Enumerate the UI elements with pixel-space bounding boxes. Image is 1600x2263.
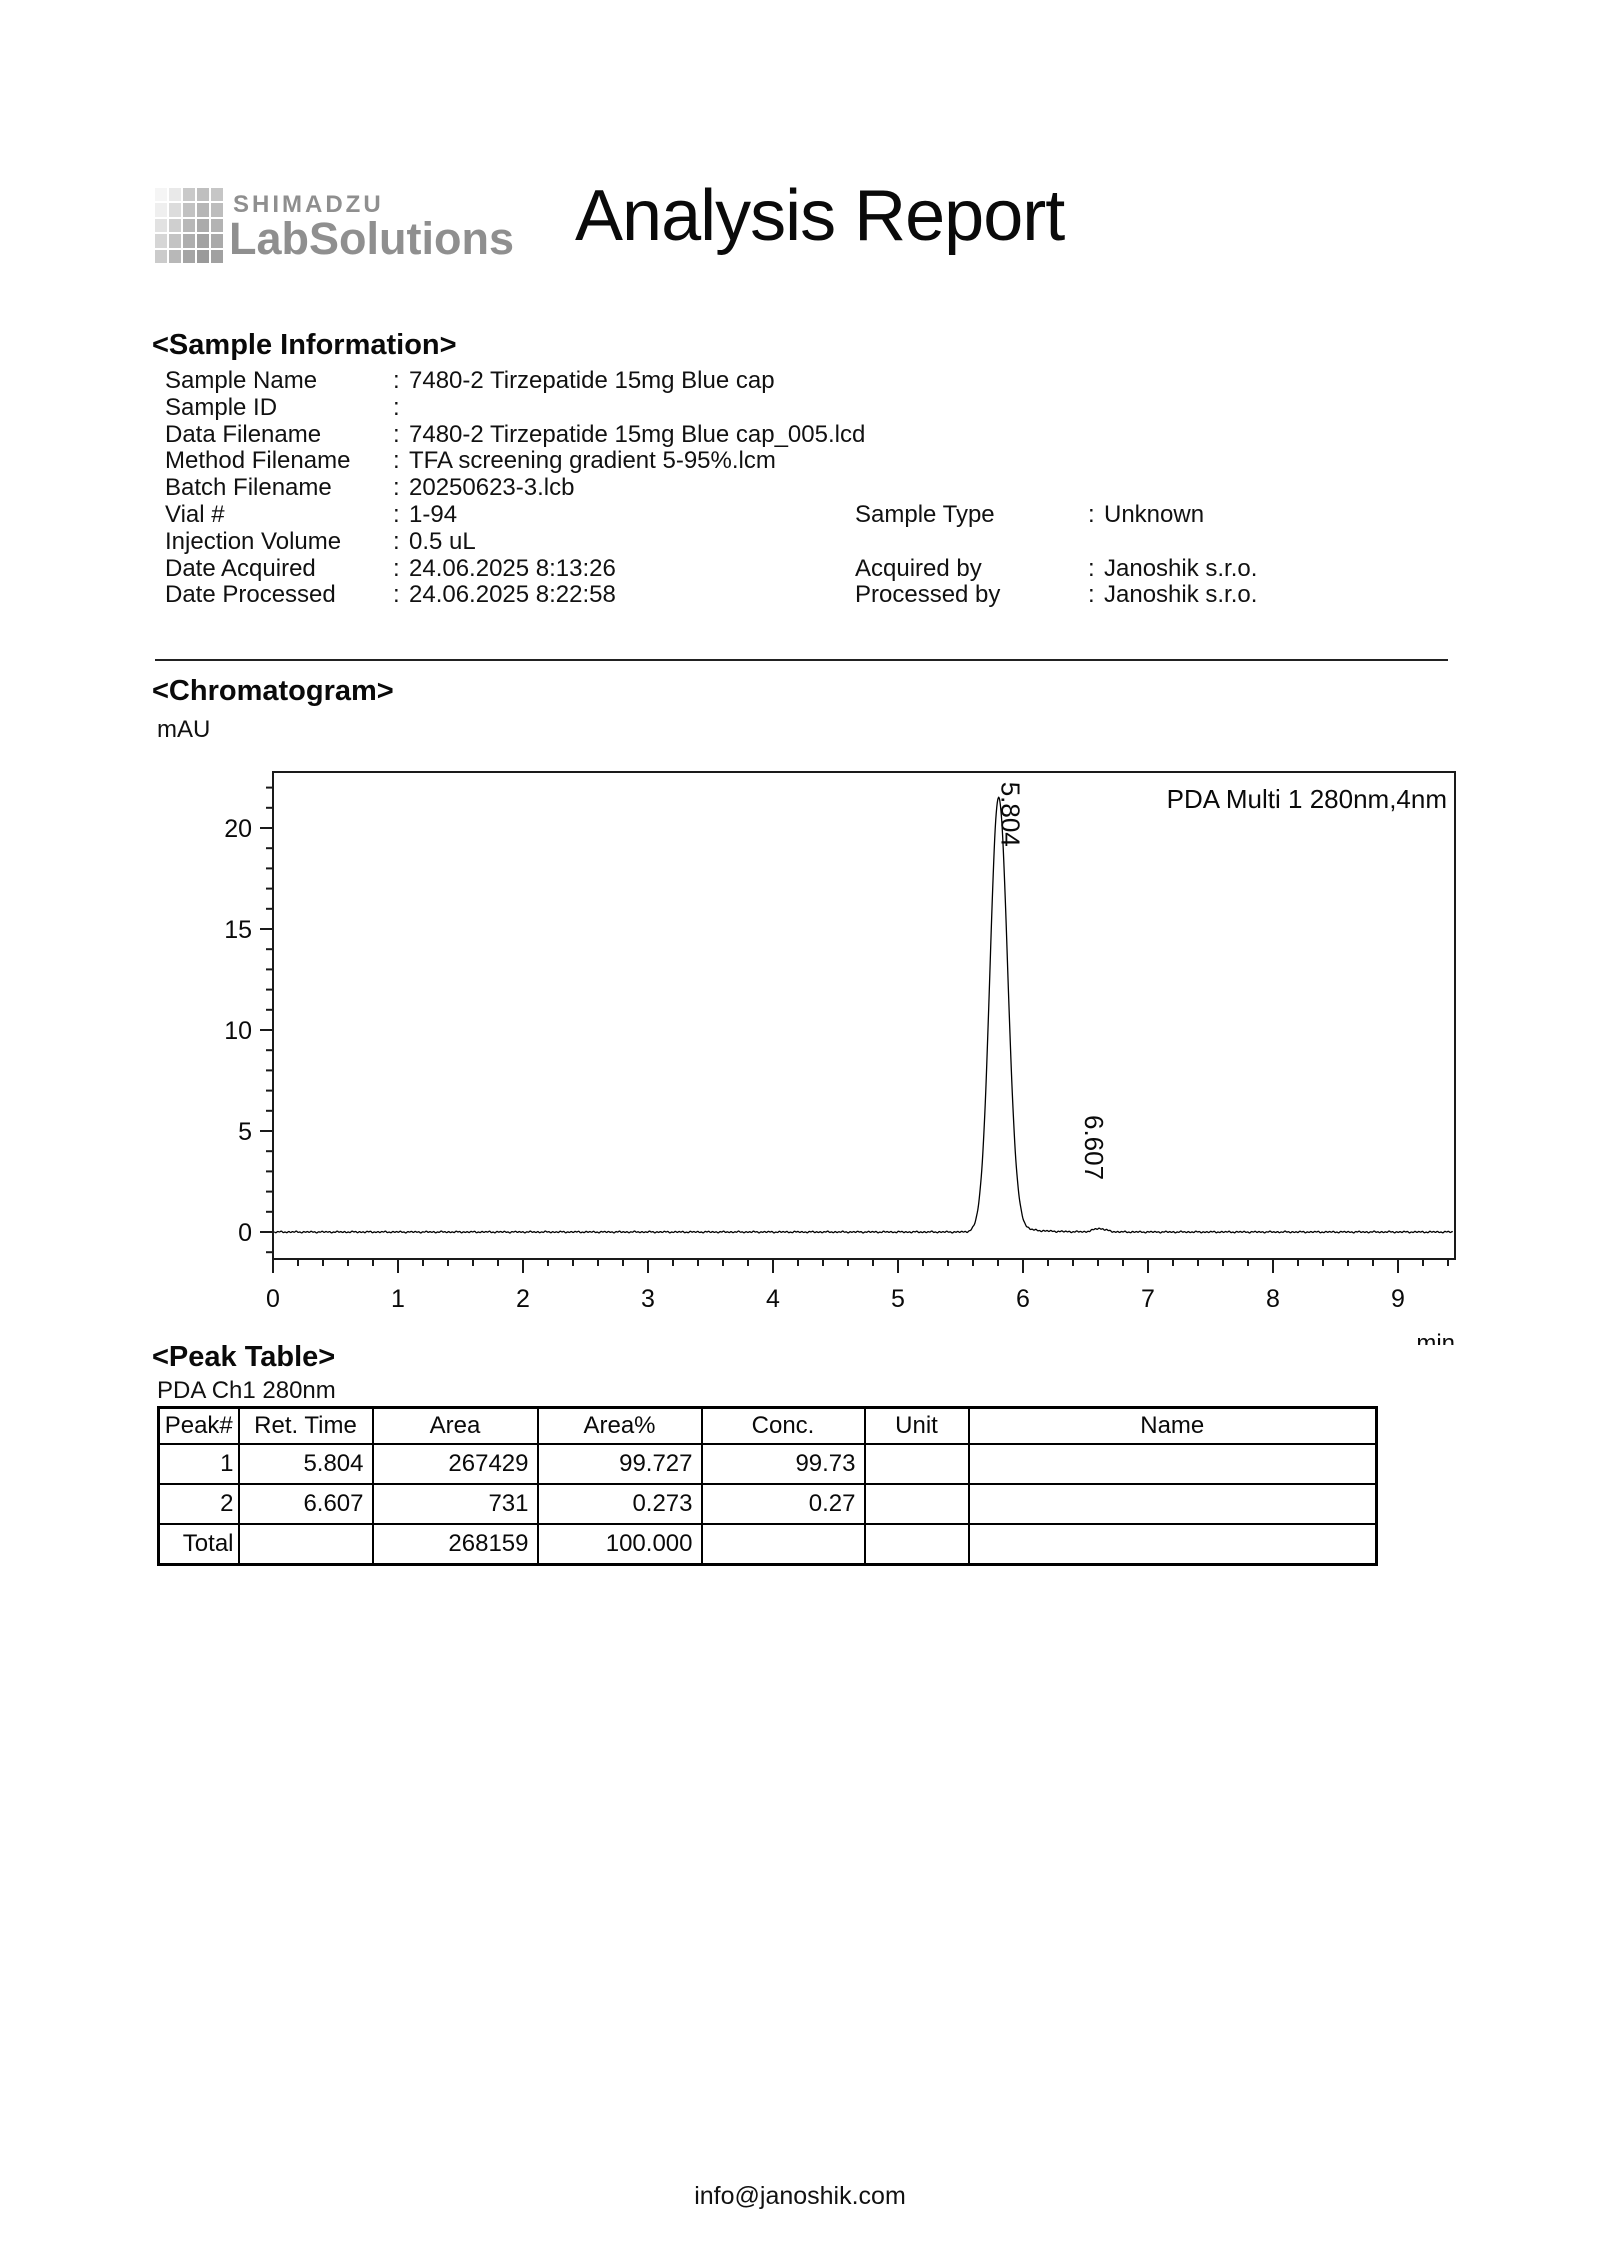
field-colon: : <box>393 447 400 475</box>
y-axis-tick-label: 5 <box>238 1118 252 1146</box>
field-colon: : <box>393 554 400 582</box>
field-label: Sample Name <box>165 367 318 394</box>
field-label: Batch Filename <box>165 474 332 502</box>
peak-table-cell <box>969 1444 1377 1484</box>
logo-tile <box>211 219 223 232</box>
logo-tile <box>155 203 167 216</box>
peak-table <box>157 1406 1378 1566</box>
logo-tile <box>211 188 223 201</box>
x-axis-tick-label: 2 <box>516 1285 530 1313</box>
logo-tile <box>155 219 167 232</box>
logo-tile <box>155 234 167 247</box>
sample-info-row <box>165 502 1495 529</box>
field-label: Processed by <box>855 581 1001 609</box>
field-label: Vial # <box>165 500 225 528</box>
x-axis-tick-label: 7 <box>1141 1285 1155 1313</box>
logo-tile <box>155 188 167 201</box>
logo-tile <box>169 219 181 232</box>
field-value: 24.06.2025 8:13:26 <box>409 554 616 582</box>
peak-table-cell <box>239 1524 373 1565</box>
peak-table-header-cell: Name <box>969 1408 1377 1445</box>
field-label: Date Acquired <box>165 554 316 582</box>
field-colon: : <box>393 367 400 394</box>
sample-information-heading: <Sample Information> <box>152 329 457 361</box>
sample-info-row <box>855 556 1257 583</box>
y-axis-unit-label: mAU <box>157 716 211 743</box>
sample-info-row <box>165 395 1495 422</box>
y-axis-tick-label: 0 <box>238 1219 252 1247</box>
field-colon: : <box>1088 581 1095 609</box>
logo-tile <box>211 250 223 263</box>
field-value: Janoshik s.r.o. <box>1104 554 1258 582</box>
field-value: 1-94 <box>409 500 458 528</box>
field-colon: : <box>393 500 400 528</box>
sample-info-row <box>165 422 1495 449</box>
peak-table-cell <box>702 1524 865 1565</box>
peak-table-row <box>159 1524 1377 1565</box>
peak-table-header-cell: Area <box>373 1408 538 1445</box>
brand-shimadzu: SHIMADZU <box>233 191 384 218</box>
logo-tile <box>183 234 195 247</box>
peak-table-header-cell: Area% <box>538 1408 702 1445</box>
shimadzu-labsolutions-logo-icon <box>155 188 223 263</box>
field-colon: : <box>1088 501 1095 528</box>
y-axis-tick-label: 10 <box>224 1017 252 1045</box>
logo-tile <box>183 219 195 232</box>
logo-tile <box>183 250 195 263</box>
logo-tile <box>169 250 181 263</box>
field-colon: : <box>1088 554 1095 582</box>
field-value: 0.5 uL <box>409 527 476 555</box>
field-label: Acquired by <box>855 554 982 582</box>
y-axis-tick-label: 15 <box>224 916 252 944</box>
sample-info-row <box>165 368 1495 395</box>
sample-info-row <box>165 475 1495 502</box>
peak-table-cell <box>865 1484 969 1524</box>
field-value: Unknown <box>1104 501 1205 528</box>
logo-tile <box>169 203 181 216</box>
peak-table-channel-label: PDA Ch1 280nm <box>157 1377 336 1404</box>
field-label: Data Filename <box>165 420 322 448</box>
peak-table-cell <box>865 1524 969 1565</box>
logo-tile <box>211 234 223 247</box>
field-value: 24.06.2025 8:22:58 <box>409 581 616 609</box>
peak-table-cell: 731 <box>373 1484 538 1524</box>
x-axis-tick-label: 9 <box>1391 1285 1405 1313</box>
peak-table-header-cell: Conc. <box>702 1408 865 1445</box>
field-value: 7480-2 Tirzepatide 15mg Blue cap <box>409 367 775 394</box>
field-value: 20250623-3.lcb <box>409 474 575 502</box>
chromatogram-heading: <Chromatogram> <box>152 675 394 707</box>
peak-table-header-row <box>159 1408 1377 1445</box>
field-label: Method Filename <box>165 447 351 475</box>
sample-info-row <box>165 556 1495 583</box>
peak-table-cell: 0.27 <box>702 1484 865 1524</box>
logo-tile <box>211 203 223 216</box>
detector-legend: PDA Multi 1 280nm,4nm <box>1166 784 1447 814</box>
logo-tile <box>197 250 209 263</box>
x-axis-tick-label: 0 <box>266 1285 280 1313</box>
peak-table-cell: 267429 <box>373 1444 538 1484</box>
sample-info-row <box>165 582 1495 609</box>
field-colon: : <box>393 581 400 609</box>
peak-table-row <box>159 1444 1377 1484</box>
chromatogram-plot <box>150 745 1510 1345</box>
logo-tile <box>183 203 195 216</box>
peak-table-cell: 99.727 <box>538 1444 702 1484</box>
chromatogram-trace <box>274 797 1453 1233</box>
page-title: Analysis Report <box>575 176 1065 256</box>
field-label: Sample Type <box>855 501 995 528</box>
field-colon: : <box>393 420 400 448</box>
x-axis-tick-label: 4 <box>766 1285 780 1313</box>
plot-frame <box>273 772 1455 1259</box>
peak-table-cell: 268159 <box>373 1524 538 1565</box>
field-label: Date Processed <box>165 581 336 609</box>
peak-table-cell: Total <box>159 1524 239 1565</box>
logo-tile <box>169 188 181 201</box>
sample-info-row <box>165 448 1495 475</box>
logo-tile <box>197 219 209 232</box>
peak-table-header-cell: Peak# <box>159 1408 239 1445</box>
field-colon: : <box>393 474 400 502</box>
x-axis-tick-label: 8 <box>1266 1285 1280 1313</box>
peak-table-header-cell: Unit <box>865 1408 969 1445</box>
field-label: Sample ID <box>165 393 278 421</box>
logo-tile <box>183 188 195 201</box>
x-axis-tick-label: 6 <box>1016 1285 1030 1313</box>
peak-table-cell: 1 <box>159 1444 239 1484</box>
y-axis-tick-label: 20 <box>224 815 252 843</box>
x-axis-unit-label: min <box>1416 1330 1455 1345</box>
brand-labsolutions: LabSolutions <box>229 213 514 264</box>
field-value: TFA screening gradient 5-95%.lcm <box>409 447 776 475</box>
peak-table-cell: 6.607 <box>239 1484 373 1524</box>
peak-table-cell <box>969 1524 1377 1565</box>
footer-email: info@janoshik.com <box>694 2182 906 2210</box>
logo-tile <box>169 234 181 247</box>
x-axis-tick-label: 5 <box>891 1285 905 1313</box>
x-axis-tick-label: 3 <box>641 1285 655 1313</box>
peak-table-cell: 100.000 <box>538 1524 702 1565</box>
sample-info-row <box>165 529 1495 556</box>
sample-info-row <box>855 502 1204 529</box>
peak-table-cell <box>865 1444 969 1484</box>
sample-info-row <box>855 582 1257 609</box>
field-colon: : <box>393 527 400 555</box>
peak-table-cell: 2 <box>159 1484 239 1524</box>
field-colon: : <box>393 393 400 421</box>
peak-table-header-cell: Ret. Time <box>239 1408 373 1445</box>
logo-tile <box>197 188 209 201</box>
logo-tile <box>155 250 167 263</box>
peak-retention-label: 6.607 <box>1078 1115 1109 1181</box>
peak-table-cell: 0.273 <box>538 1484 702 1524</box>
chromatogram-svg <box>150 745 1510 1345</box>
logo-tile <box>197 203 209 216</box>
x-axis-tick-label: 1 <box>391 1285 405 1313</box>
peak-table-cell <box>969 1484 1377 1524</box>
sample-information-table <box>165 368 1495 609</box>
peak-table-cell: 99.73 <box>702 1444 865 1484</box>
peak-table-heading: <Peak Table> <box>152 1341 336 1373</box>
peak-table-row <box>159 1484 1377 1524</box>
peak-retention-label: 5.804 <box>995 781 1026 847</box>
logo-tile <box>197 234 209 247</box>
field-value: Janoshik s.r.o. <box>1104 581 1258 609</box>
section-divider <box>155 659 1448 661</box>
peak-table-cell: 5.804 <box>239 1444 373 1484</box>
field-label: Injection Volume <box>165 527 342 555</box>
field-value: 7480-2 Tirzepatide 15mg Blue cap_005.lcd <box>409 420 866 448</box>
